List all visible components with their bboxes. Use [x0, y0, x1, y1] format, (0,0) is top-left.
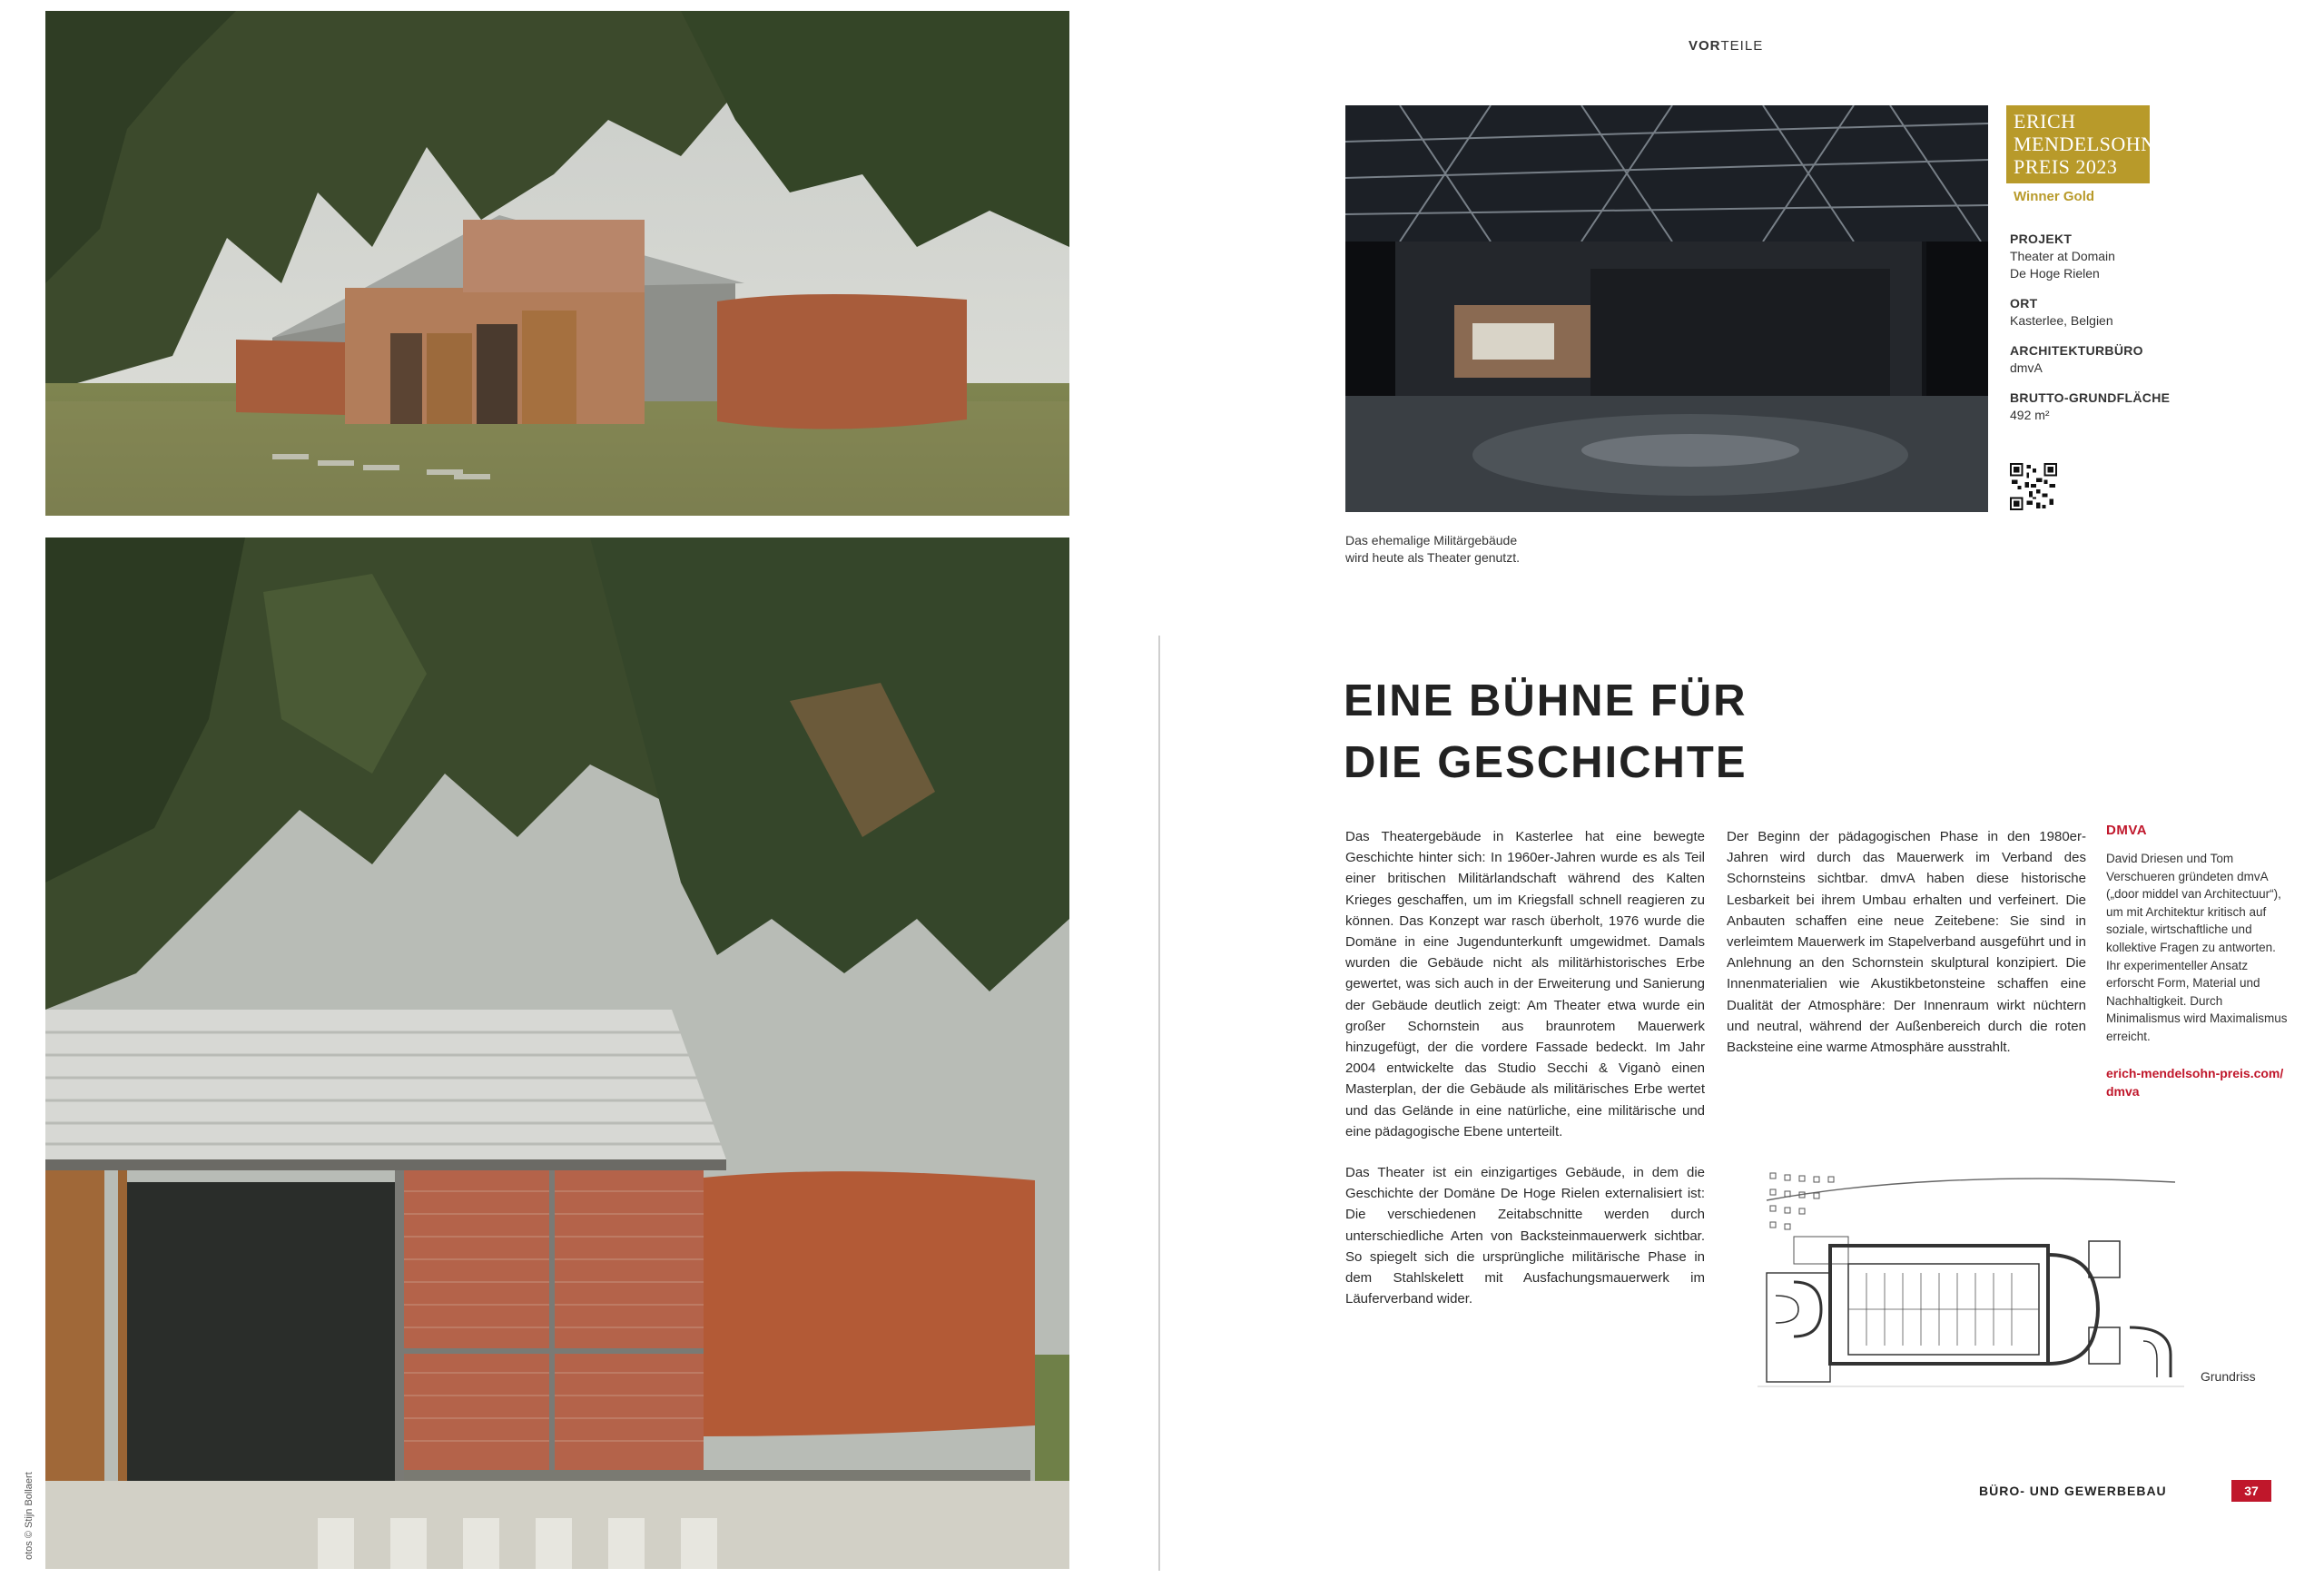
photo-theater-interior — [1345, 105, 1988, 512]
page-number: 37 — [2231, 1480, 2271, 1502]
link-line-2[interactable]: dmva — [2106, 1084, 2140, 1099]
article-headline — [1344, 670, 1748, 794]
headline-line-2: DIE GESCHICHTE — [1344, 738, 1748, 787]
headline-line-1: EINE BÜHNE FÜR — [1344, 676, 1748, 725]
footer-section: BÜRO- UND GEWERBEBAU — [1979, 1484, 2167, 1498]
caption-line-2: wird heute als Theater genutzt. — [1345, 550, 1520, 565]
project-facts — [2010, 231, 2191, 424]
fact-value-project-2: De Hoge Rielen — [2010, 266, 2100, 281]
section-kicker: VORTEILE — [1689, 38, 1764, 54]
fact-value-project-1: Theater at Domain — [2010, 249, 2115, 263]
page-fold — [1158, 636, 1160, 1571]
award-line-3: PREIS 2023 — [2014, 155, 2118, 178]
plan-caption: Grundriss — [2201, 1369, 2256, 1384]
photo-theater-facade — [45, 538, 1069, 1569]
body-column-1 — [1345, 826, 1705, 1329]
sidebar-link[interactable] — [2106, 1064, 2306, 1100]
sidebar-title: DMVA — [2106, 823, 2148, 838]
fact-value-location: Kasterlee, Belgien — [2010, 313, 2113, 328]
award-line-2: MENDELSOHN — [2014, 133, 2156, 155]
fact-label-project: PROJEKT — [2010, 232, 2073, 246]
photo-theater-exterior — [45, 11, 1069, 516]
fact-value-architect: dmvA — [2010, 360, 2043, 375]
body-paragraph: Das Theatergebäude in Kasterlee hat eine bewegte Geschichte hinter sich: In 1960er-Jahren wurde es als Teil einer britischen Militärlandschaft während des Kalten Krieges geschaffen, um im Kriegsfall schnell reagieren zu können. Das Konzept war rasch überholt, 1976 wurde die Domäne in eine Jugendunterkunft umgewidmet. Damals wurden die Gebäude nicht als militärhistorisches Erbe gewertet, was sich auch in der Erweiterung und Sanierung der Gebäude deutlich zeigt: Am Theater etwa wurde ein großer Schornstein aus braunrotem Mauerwerk hinzugefügt, der die vordere Fassade bedeckt. Im Jahr 2004 entwickelte das Studio Secchi & Viganò einen Masterplan, der die Gebäude als militärisches Erbe wertet und das Gelände in eine natürliche, eine militärische und eine pädagogische Ebene unterteilt. — [1345, 829, 1705, 1139]
body-paragraph: Das Theater ist ein einzigartiges Gebäude, in dem die Geschichte der Domäne De Hoge Rielen externalisiert ist: Die verschiedenen Zeitabschnitte werden durch unterschiedliche Arten von Backsteinmauerwerk sichtbar. So spiegelt sich die ursprüngliche militärische Phase in dem Stahlskelett mit Ausfachungsmauerwerk im Läuferverband wider. — [1345, 1165, 1705, 1307]
qr-code[interactable] — [2010, 463, 2057, 510]
body-paragraph: Der Beginn der pädagogischen Phase in den 1980er-Jahren wird durch das Mauerwerk im Verband des Schornsteins sichtbar. dmvA haben diese historische Lesbarkeit bei ihrem Umbau erhalten und verfeinert. Die Anbauten schaffen eine neue Zeitebene: Sie sind in verleimtem Mauerwerk im Stapelverband ausgeführt und in Anlehnung an den Schornstein skulptural konzipiert. Die Innenmaterialien wie Akustikbetonsteine schaffen eine Dualität der Atmosphäre: Der Innenraum wirkt nüchtern und neutral, während der Außenbereich durch die roten Backsteine eine warme Atmosphäre ausstrahlt. — [1727, 829, 2086, 1056]
fact-label-architect: ARCHITEKTURBÜRO — [2010, 343, 2143, 358]
award-subtitle: Winner Gold — [2014, 189, 2095, 204]
award-line-1: ERICH — [2014, 110, 2076, 133]
fact-label-location: ORT — [2010, 296, 2038, 311]
floor-plan — [1758, 1146, 2184, 1391]
photo-credit: otos © Stijn Bollaert — [24, 1472, 34, 1560]
caption-line-1: Das ehemalige Militärgebäude — [1345, 533, 1518, 547]
body-column-2 — [1727, 826, 2086, 1078]
fact-value-area: 492 m² — [2010, 408, 2050, 422]
interior-caption — [1345, 532, 1581, 567]
link-line-1[interactable]: erich-mendelsohn-preis.com/ — [2106, 1066, 2284, 1080]
award-badge — [2006, 105, 2156, 183]
fact-label-area: BRUTTO-GRUNDFLÄCHE — [2010, 390, 2171, 405]
sidebar-text: David Driesen und Tom Verschueren gründeten dmvA („door middel van Architectuur“), um mit Architektur kritisch auf soziale, wirtschaftliche und kollektive Fragen zu antworten. Ihr experimenteller Ansatz erforscht Form, Material und Nachhaltigkeit. Durch Minimalismus wird Maximalismus erreicht. — [2106, 852, 2288, 1043]
